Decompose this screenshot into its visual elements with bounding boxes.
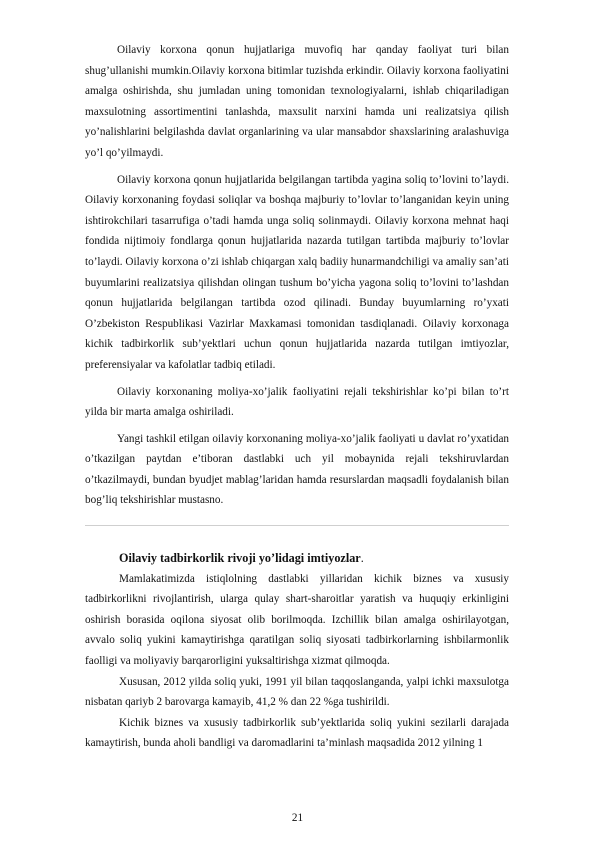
document-page xyxy=(85,40,509,754)
section-divider xyxy=(85,525,509,526)
paragraph-tax-policy: Mamlakatimizda istiqlolning dastlabki yillaridan kichik biznes va xususiy tadbirkorlikni rivojlantirish, ularga qulay shart-sharoitlar yaratish va huquqiy erkinligini oshirish borasida oqilona siyosat olib borilmoqda. Izchillik bilan amalga oshirilayotgan, avvalo soliq yukini kamaytirishga qaratilgan soliq siyosati tadbirkorlarning ishbilarmonlik faolligi va moliyaviy barqarorligini yuksaltirishga xizmat qilmoqda. xyxy=(85,572,509,668)
paragraph-tax-burden: Xususan, 2012 yilda soliq yuki, 1991 yil bilan taqqoslanganda, yalpi ichki maxsulotga nisbatan qariyb 2 barovarga kamayib, 41,2 % dan 22 %ga tushirildi. xyxy=(85,675,509,709)
paragraph-business-activity: Oilaviy korxona qonun hujjatlariga muvofiq har qanday faoliyat turi bilan shug’ullanishi mumkin.Oilaviy korxona bitimlar tuzishda erkindir. Oilaviy korxona faoliyatini amalga oshirishda, shu jumladan uning tomonidan texnologiyalarni, ishlab chiqariladigan maxsulotning assortimentini tanlashda, maxsulit narxini hamda uni realizatsiya qilish yo’nalishlarini belgilashda davlat organlarining va ular mansabdor shaxslarining aralashuviga yo’l qo’yilmaydi. xyxy=(85,44,509,159)
paragraph-inspections: Oilaviy korxonaning moliya-xo’jalik faoliyatini rejali tekshirishlar ko’pi bilan to’rt yilda bir marta amalga oshiriladi. xyxy=(85,385,509,419)
paragraph-small-business: Kichik biznes va xususiy tadbirkorlik sub’yektlarida soliq yukini sezilarli darajada kamaytirish, bunda aholi bandligi va daromadlarini ta’minlash maqsadida 2012 yilning 1 xyxy=(85,716,509,750)
paragraph-tax-payment: Oilaviy korxona qonun hujjatlarida belgilangan tartibda yagina soliq to’lovini to’laydi. Oilaviy korxonaning foydasi soliqlar va boshqa majburiy to’lovlar to’langanidan keyin uning ishtirokchilari tasarrufiga o’tadi hamda unga soliq solinmaydi. Oilaviy korxona mehnat haqi fondida nijtimoiy fondlarga qonun hujjatlarida nazarda tutilgan tartibda majburiy to’lovlar to’laydi. Oilaviy korxona o’zi ishlab chiqargan xalq badiiy hunarmandchiligi va amaliy san’ati buyumlarini realizatsiya qilishdan olingan tushum bo’yicha yagona soliq to’lovini to’lashdan qonun hujjatlarida belgilangan tartibda ozod qilinadi. Bunday buyumlarning ro’yxati O’zbekiston Respublikasi Vazirlar Maxkamasi tomonidan tasdiqlanadi. Oilaviy korxonaga kichik tadbirkorlik sub’yektlari uchun qonun hujjatlarida nazarda tutilgan imtiyozlar, preferensiyalar va kafolatlar tadbiq etiladi. xyxy=(85,173,509,371)
section-heading-suffix: . xyxy=(360,551,364,566)
section-heading-text: Oilaviy tadbirkorlik rivoji yo’lidagi imtiyozlar xyxy=(119,551,361,566)
section-body xyxy=(85,569,509,754)
section-heading xyxy=(85,548,509,569)
page-number: 21 xyxy=(291,812,304,824)
paragraph-new-enterprise: Yangi tashkil etilgan oilaviy korxonaning moliya-xo’jalik faoliyati u davlat ro’yxatidan o’tkazilgan paytdan e’tiboran dastlabki uch yil mobaynida rejali tekshiruvlardan o’tkazilmaydi, bundan byudjet mablag’laridan hamda resurslardan maqsadli foydalanish bilan bog’liq tekshirishlar mustasno. xyxy=(85,432,509,507)
